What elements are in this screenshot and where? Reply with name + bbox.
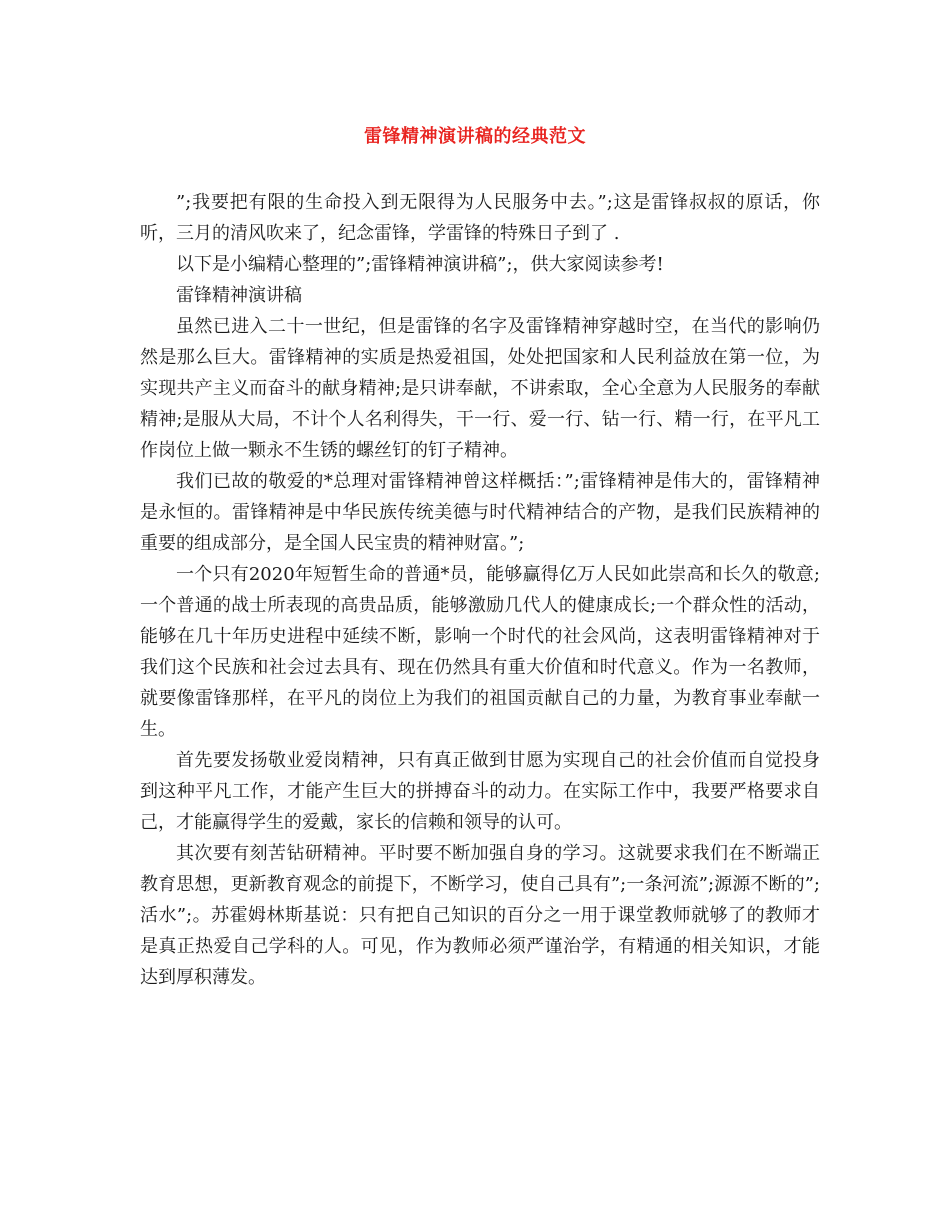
- paragraph-5: 一个只有2020年短暂生命的普通*员，能够赢得亿万人民如此崇高和长久的敬意;一个普通的战士所表现的高贵品质，能够激励几代人的健康成长;一个群众性的活动，能够在几十年历史进程中延续不断，影响一个时代的社会风尚，这表明雷锋精神对于我们这个民族和社会过去具有、现在仍然具有重大价值和时代意义。作为一名教师，就要像雷锋那样，在平凡的岗位上为我们的祖国贡献自己的力量，为教育事业奉献一生。: [140, 564, 820, 740]
- paragraph-6: 首先要发扬敬业爱岗精神，只有真正做到甘愿为实现自己的社会价值而自觉投身到这种平凡工作，才能产生巨大的拼搏奋斗的动力。在实际工作中，我要严格要求自己，才能赢得学生的爱戴，家长的信赖和领导的认可。: [140, 750, 820, 833]
- paragraph-3: 虽然已进入二十一世纪，但是雷锋的名字及雷锋精神穿越时空，在当代的影响仍然是那么巨大。雷锋精神的实质是热爱祖国，处处把国家和人民利益放在第一位，为实现共产主义而奋斗的献身精神;是只讲奉献，不讲索取，全心全意为人民服务的奉献精神;是服从大局，不计个人名利得失，干一行、爱一行、钻一行、精一行，在平凡工作岗位上做一颗永不生锈的螺丝钉的钉子精神。: [140, 316, 820, 461]
- paragraph-4: 我们已故的敬爱的*总理对雷锋精神曾这样概括：”;雷锋精神是伟大的，雷锋精神是永恒的。雷锋精神是中华民族传统美德与时代精神结合的产物，是我们民族精神的重要的组成部分，是全国人民宝贵的精神财富。”;: [140, 471, 820, 554]
- paragraph-7: 其次要有刻苦钻研精神。平时要不断加强自身的学习。这就要求我们在不断端正教育思想，更新教育观念的前提下，不断学习，使自己具有”;一条河流”;源源不断的”;活水”;。苏霍姆林斯基说：只有把自己知识的百分之一用于课堂教师就够了的教师才是真正热爱自己学科的人。可见，作为教师必须严谨治学，有精通的相关知识，才能达到厚积薄发。: [140, 843, 820, 988]
- paragraph-2: 以下是小编精心整理的”;雷锋精神演讲稿”;，供大家阅读参考!: [176, 254, 664, 275]
- paragraph-1: ”;我要把有限的生命投入到无限得为人民服务中去。”;这是雷锋叔叔的原话，你听，三月的清风吹来了，纪念雷锋，学雷锋的特殊日子到了 .: [140, 192, 820, 244]
- document-title: 雷锋精神演讲稿的经典范文: [364, 126, 586, 147]
- section-heading: 雷锋精神演讲稿: [176, 285, 302, 306]
- document-body: [140, 187, 820, 993]
